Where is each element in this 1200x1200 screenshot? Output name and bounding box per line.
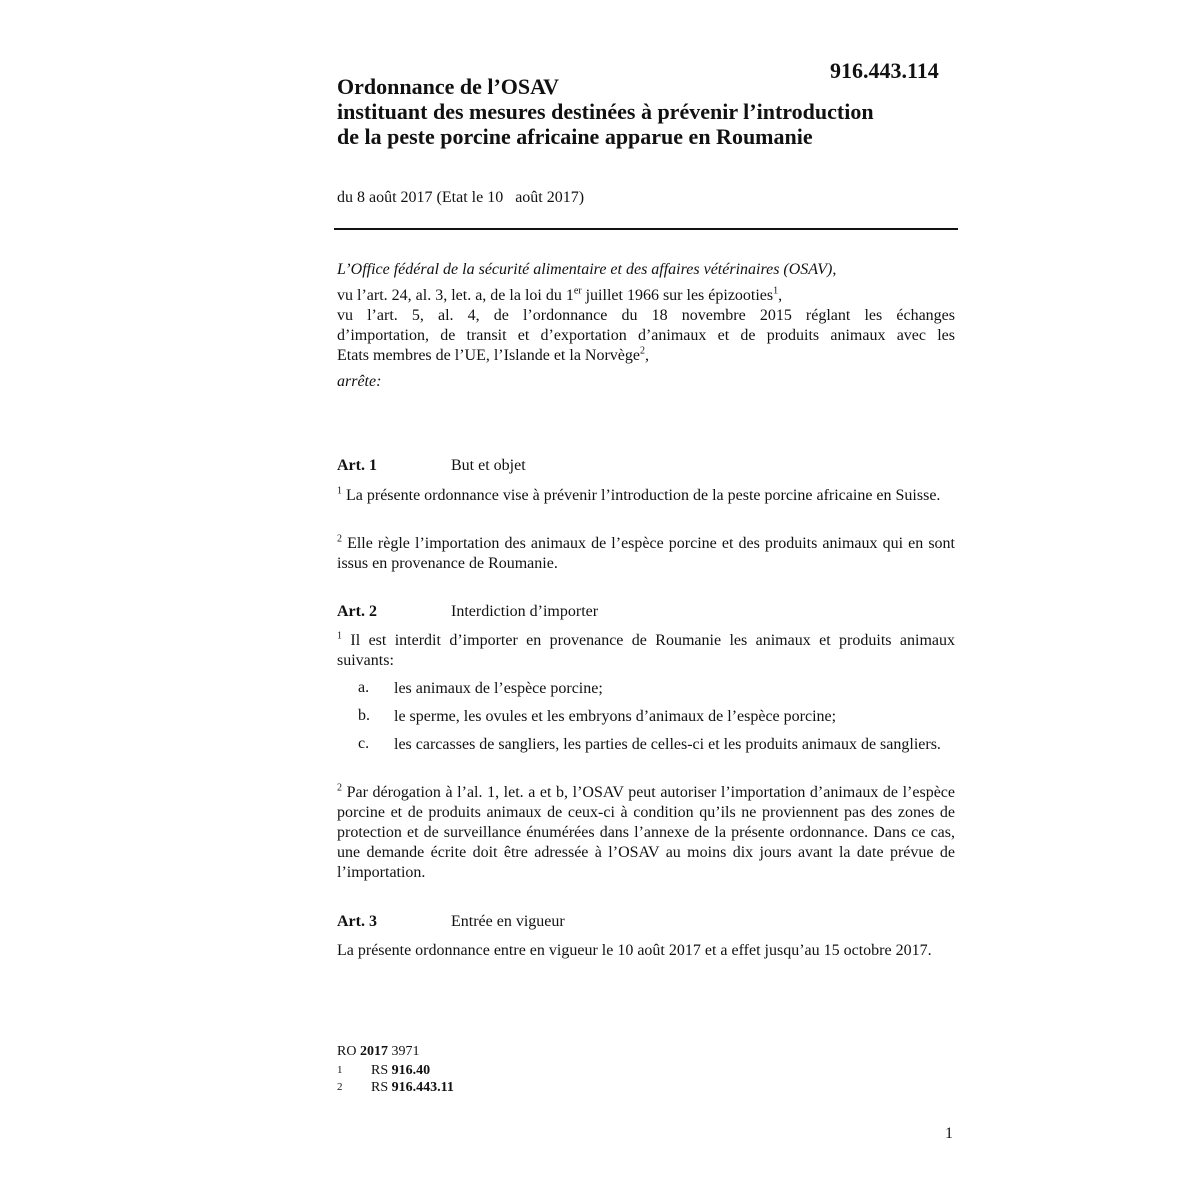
list-item-a: les animaux de l’espèce porcine;: [394, 680, 603, 697]
paragraph-text: La présente ordonnance vise à prévenir l’introduction de la peste porcine africaine en Suisse.: [342, 487, 941, 504]
paragraph-text: Elle règle l’importation des animaux de l’espèce porcine et des produits animaux qui en sont issus en provenance de Roumanie.: [337, 535, 955, 572]
article-3-heading: [337, 913, 565, 931]
paragraph-text: Par dérogation à l’al. 1, let. a et b, l’OSAV peut autoriser l’importation d’animaux de l’espèce porcine et de produits animaux de ceux-ci à condition qu’ils ne proviennent pas des zones de protection et de surveillance énumérées dans l’annexe de la présente ordonnance. Dans ce cas, une demande écrite doit être adressée à l’OSAV au moins dix jours avant la date prévue de l’importation.: [337, 784, 955, 881]
footnote-2-marker: 2: [337, 1081, 343, 1093]
paragraph-marker: 1: [337, 630, 342, 642]
article-2-title: Interdiction d’importer: [451, 603, 599, 620]
title-line-2: instituant des mesures destinées à prévenir l’introduction: [337, 99, 874, 124]
list-item-b: le sperme, les ovules et les embryons d’animaux de l’espèce porcine;: [394, 708, 837, 725]
ref1-superscript: er: [573, 285, 582, 297]
list-letter-a: a.: [358, 679, 370, 696]
ref1-text-a: vu l’art. 24, al. 3, let. a, de la loi du 1: [337, 287, 574, 304]
footnote-marker-1: 1: [773, 285, 779, 297]
systematic-number: 916.443.114: [830, 58, 939, 83]
article-1-heading: [337, 457, 526, 475]
article-1-number: Art. 1: [337, 457, 377, 474]
footnote-1: [337, 1062, 430, 1079]
article-2-paragraph-1: [337, 631, 955, 671]
footnote-2: [337, 1079, 454, 1096]
preamble-ref-1: [337, 286, 955, 306]
article-2-heading: [337, 603, 598, 621]
footnote-1-ref: 916.40: [391, 1063, 431, 1078]
paragraph-marker: 2: [337, 533, 342, 545]
article-3-number: Art. 3: [337, 913, 377, 930]
footnote-2-prefix: RS: [371, 1080, 392, 1095]
ref1-text-b: juillet 1966 sur les épizooties: [581, 287, 774, 304]
header-divider: [334, 228, 958, 230]
article-2-number: Art. 2: [337, 603, 377, 620]
ref1-end: ,: [778, 287, 783, 304]
ro-page: 3971: [387, 1044, 420, 1059]
ro-prefix: RO: [337, 1044, 360, 1059]
preamble-decree: arrête:: [337, 373, 382, 390]
article-3-title: Entrée en vigueur: [451, 913, 565, 930]
paragraph-marker: 1: [337, 485, 342, 497]
article-3-text: La présente ordonnance entre en vigueur le 10 août 2017 et a effet jusqu’au 15 octobre 2017.: [337, 942, 932, 959]
article-1-title: But et objet: [451, 457, 526, 474]
official-compilation-reference: [337, 1043, 419, 1060]
ref2-end: ,: [645, 347, 649, 364]
article-1-paragraph-2: [337, 534, 955, 574]
title-line-3: de la peste porcine africaine apparue en Roumanie: [337, 124, 813, 149]
title-line-1: Ordonnance de l’OSAV: [337, 74, 560, 99]
preamble-ref-2: [337, 306, 955, 366]
list-letter-b: b.: [358, 707, 370, 724]
date-line: du 8 août 2017 (Etat le 10 août 2017): [337, 189, 585, 206]
ref2-line-1: vu l’art. 5, al. 4, de l’ordonnance du 18 novembre 2015 réglant les échanges: [337, 307, 955, 324]
ref2-last-text: Etats membres de l’UE, l’Islande et la Norvège: [337, 347, 640, 364]
ro-year: 2017: [359, 1044, 388, 1059]
preamble-authority: L’Office fédéral de la sécurité alimentaire et des affaires vétérinaires (OSAV),: [337, 261, 837, 278]
list-letter-c: c.: [358, 735, 370, 752]
ref2-line-3: [337, 346, 955, 366]
paragraph-text: Il est interdit d’importer en provenance de Roumanie les animaux et produits animaux suivants:: [337, 632, 955, 669]
list-item-c: les carcasses de sangliers, les parties de celles-ci et les produits animaux de sangliers.: [394, 736, 941, 753]
footnote-1-marker: 1: [337, 1064, 343, 1076]
paragraph-marker: 2: [337, 782, 342, 794]
footnote-marker-2: 2: [640, 345, 645, 357]
document-title: [337, 74, 957, 149]
ref2-line-2: d’importation, de transit et d’exportation d’animaux et de produits animaux avec les: [337, 327, 955, 344]
article-2-paragraph-2: [337, 783, 955, 883]
footnote-1-prefix: RS: [371, 1063, 392, 1078]
page-number: 1: [945, 1125, 953, 1142]
article-1-paragraph-1: [337, 486, 955, 506]
footnote-2-ref: 916.443.11: [391, 1080, 454, 1095]
